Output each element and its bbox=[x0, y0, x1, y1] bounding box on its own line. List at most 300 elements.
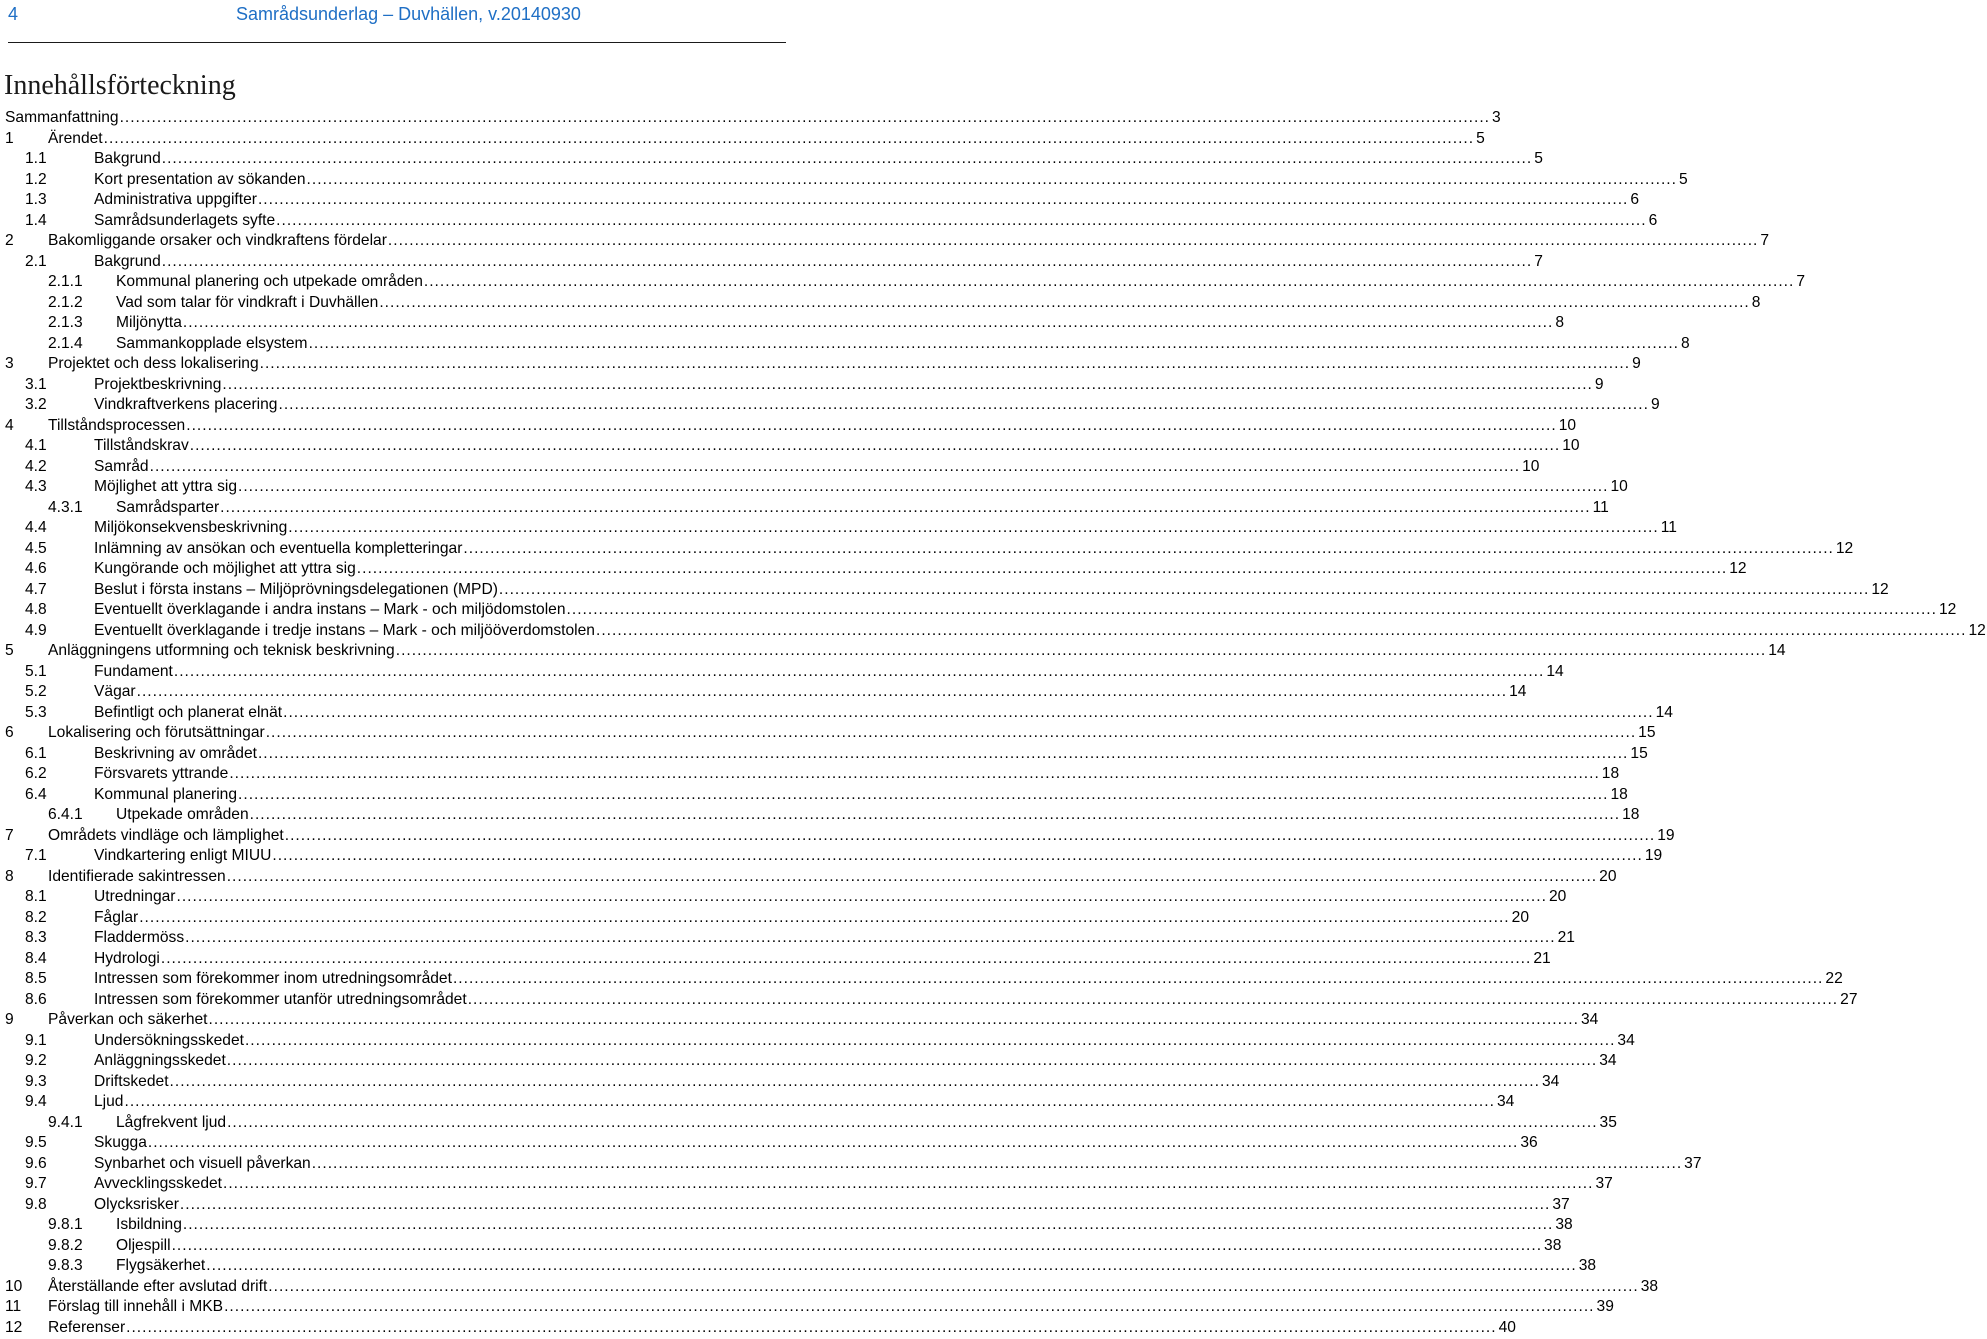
toc-entry[interactable] bbox=[0, 211, 1658, 232]
dot-leader: ................................................................................................................................................................................................................................................................. bbox=[259, 355, 1631, 372]
toc-entry-title: Vindkartering enligt MIUU bbox=[94, 846, 272, 867]
toc-entry-line bbox=[94, 949, 1551, 970]
toc-entry-page: 27 bbox=[1838, 990, 1858, 1011]
toc-entry-number: 2.1.2 bbox=[48, 293, 83, 311]
dot-leader: ................................................................................................................................................................................................................................................................. bbox=[423, 273, 1795, 290]
toc-entry[interactable] bbox=[0, 1113, 1617, 1134]
toc-entry-number: 3 bbox=[5, 355, 14, 372]
toc-entry-title: Vad som talar för vindkraft i Duvhällen bbox=[116, 293, 379, 314]
toc-entry-title: Tillståndsprocessen bbox=[48, 416, 186, 437]
toc-entry-title: Lokalisering och förutsättningar bbox=[48, 723, 266, 744]
toc-entry-line bbox=[94, 764, 1620, 785]
toc-entry-title: Projektbeskrivning bbox=[94, 375, 222, 396]
dot-leader: ................................................................................................................................................................................................................................................................. bbox=[124, 1093, 1495, 1110]
toc-entry[interactable] bbox=[0, 1092, 1515, 1113]
toc-entry[interactable] bbox=[0, 416, 1577, 437]
toc-entry-number: 9.4.1 bbox=[48, 1113, 83, 1131]
dot-leader: ................................................................................................................................................................................................................................................................. bbox=[227, 1113, 1598, 1131]
header-divider bbox=[8, 42, 786, 43]
toc-entry-page: 19 bbox=[1643, 846, 1663, 867]
dot-leader: ................................................................................................................................................................................................................................................................. bbox=[566, 601, 1937, 618]
toc-entry-number: 6.4.1 bbox=[48, 806, 83, 823]
toc-entry[interactable] bbox=[0, 846, 1663, 867]
toc-entry-line bbox=[5, 108, 1501, 129]
toc-entry-line bbox=[94, 211, 1658, 232]
toc-entry-number: 9.3 bbox=[25, 1072, 47, 1090]
toc-entry-number: 8.1 bbox=[25, 888, 47, 905]
toc-entry[interactable] bbox=[0, 1174, 1613, 1195]
toc-entry[interactable] bbox=[0, 559, 1747, 580]
toc-entry-page: 5 bbox=[1677, 170, 1689, 191]
toc-entry-title: Skugga bbox=[94, 1133, 148, 1154]
toc-entry-page: 10 bbox=[1560, 436, 1580, 457]
toc-entry-page: 8 bbox=[1679, 334, 1691, 355]
toc-entry-number: 4.7 bbox=[25, 580, 47, 598]
toc-entry-title: Miljökonsekvensbeskrivning bbox=[94, 518, 288, 539]
toc-entry-number: 6 bbox=[5, 724, 14, 741]
toc-entry-line bbox=[94, 375, 1604, 396]
toc-entry[interactable] bbox=[0, 395, 1660, 416]
toc-entry-page: 14 bbox=[1544, 662, 1564, 683]
toc-entry-number: 12 bbox=[5, 1318, 23, 1336]
toc-entry-line bbox=[94, 744, 1648, 765]
toc-entry[interactable] bbox=[0, 949, 1551, 970]
toc-entry-line bbox=[94, 436, 1580, 457]
toc-entry-page: 10 bbox=[1608, 477, 1628, 498]
toc-entry[interactable] bbox=[0, 477, 1628, 498]
toc-entry[interactable] bbox=[0, 108, 1501, 129]
dot-leader: ................................................................................................................................................................................................................................................................. bbox=[257, 191, 1629, 208]
toc-entry[interactable] bbox=[0, 1236, 1562, 1257]
toc-entry-line bbox=[94, 580, 1889, 601]
toc-entry[interactable] bbox=[0, 457, 1540, 478]
toc-entry[interactable] bbox=[0, 1318, 1516, 1339]
toc-entry-title: Vägar bbox=[94, 682, 137, 703]
dot-leader: ................................................................................................................................................................................................................................................................. bbox=[182, 314, 1554, 331]
toc-entry-page: 11 bbox=[1659, 518, 1678, 539]
toc-entry-line bbox=[94, 846, 1663, 867]
dot-leader: ................................................................................................................................................................................................................................................................. bbox=[308, 334, 1680, 352]
toc-entry-page: 9 bbox=[1649, 395, 1661, 416]
toc-entry-number: 8 bbox=[5, 867, 14, 885]
toc-entry-title: Intressen som förekommer inom utredningsområdet bbox=[94, 969, 453, 990]
dot-leader: ................................................................................................................................................................................................................................................................. bbox=[176, 888, 1547, 905]
toc-entry-title: Bakomliggande orsaker och vindkraftens fördelar bbox=[48, 231, 388, 252]
toc-entry-title: Referenser bbox=[48, 1318, 126, 1339]
toc-entry-title: Anläggningens utformning och teknisk beskrivning bbox=[48, 641, 396, 662]
toc-entry[interactable] bbox=[0, 682, 1527, 703]
toc-entry-line bbox=[48, 231, 1770, 252]
toc-entry[interactable] bbox=[0, 1195, 1570, 1216]
toc-entry-line bbox=[94, 1072, 1560, 1093]
toc-entry-title: Administrativa uppgifter bbox=[94, 190, 258, 211]
dot-leader: ................................................................................................................................................................................................................................................................. bbox=[173, 662, 1545, 680]
toc-entry[interactable] bbox=[0, 539, 1854, 560]
toc-entry-page: 34 bbox=[1615, 1031, 1635, 1052]
toc-entry-title: Påverkan och säkerhet bbox=[48, 1010, 209, 1031]
toc-entry-number: 1.2 bbox=[25, 170, 47, 188]
toc-entry[interactable] bbox=[0, 334, 1690, 355]
toc-entry-title: Sammankopplade elsystem bbox=[116, 334, 309, 355]
toc-entry[interactable] bbox=[0, 498, 1609, 519]
toc-entry-title: Ärendet bbox=[48, 129, 104, 150]
toc-entry-number: 7.1 bbox=[25, 847, 47, 864]
toc-entry-page: 34 bbox=[1540, 1072, 1560, 1093]
toc-entry-title: Projektet och dess lokalisering bbox=[48, 354, 260, 375]
toc-entry[interactable] bbox=[0, 600, 1957, 621]
toc-entry-line bbox=[48, 416, 1577, 437]
dot-leader: ................................................................................................................................................................................................................................................................. bbox=[139, 908, 1510, 926]
dot-leader: ................................................................................................................................................................................................................................................................. bbox=[257, 744, 1629, 762]
dot-leader: ................................................................................................................................................................................................................................................................. bbox=[395, 642, 1767, 659]
toc-entry[interactable] bbox=[0, 231, 1770, 252]
dot-leader: ................................................................................................................................................................................................................................................................. bbox=[189, 437, 1561, 454]
toc-entry-number: 9.5 bbox=[25, 1134, 47, 1151]
toc-entry-page: 34 bbox=[1579, 1010, 1599, 1031]
toc-entry[interactable] bbox=[0, 826, 1675, 847]
toc-entry-number: 2 bbox=[5, 232, 14, 249]
toc-entry[interactable] bbox=[0, 129, 1485, 150]
toc-entry-number: 7 bbox=[5, 826, 14, 844]
dot-leader: ................................................................................................................................................................................................................................................................. bbox=[103, 129, 1475, 147]
toc-entry[interactable] bbox=[0, 969, 1843, 990]
toc-entry-title: Identifierade sakintressen bbox=[48, 867, 227, 888]
toc-entry[interactable] bbox=[0, 662, 1564, 683]
toc-entry-number: 4.3.1 bbox=[48, 498, 83, 516]
document-title: Samrådsunderlag – Duvhällen, v.20140930 bbox=[236, 4, 581, 24]
toc-entry-line bbox=[94, 928, 1575, 949]
toc-entry-line bbox=[116, 334, 1690, 355]
dot-leader: ................................................................................................................................................................................................................................................................. bbox=[311, 1154, 1683, 1172]
toc-entry-number: 1.1 bbox=[25, 150, 47, 167]
toc-entry-page: 34 bbox=[1597, 1051, 1617, 1072]
toc-entry[interactable] bbox=[0, 723, 1656, 744]
toc-entry[interactable] bbox=[0, 1031, 1635, 1052]
toc-entry-number: 2.1 bbox=[25, 252, 47, 270]
dot-leader: ................................................................................................................................................................................................................................................................. bbox=[182, 1216, 1554, 1233]
toc-entry-number: 5.1 bbox=[25, 662, 47, 680]
toc-entry-page: 10 bbox=[1557, 416, 1577, 437]
dot-leader: ................................................................................................................................................................................................................................................................. bbox=[278, 396, 1649, 413]
dot-leader: ................................................................................................................................................................................................................................................................. bbox=[249, 806, 1621, 823]
toc-entry-page: 15 bbox=[1636, 723, 1656, 744]
toc-entry-page: 12 bbox=[1834, 539, 1854, 560]
toc-entry-line bbox=[116, 1256, 1597, 1277]
toc-entry-line bbox=[94, 170, 1688, 191]
dot-leader: ................................................................................................................................................................................................................................................................. bbox=[179, 1195, 1551, 1213]
toc-entry[interactable] bbox=[0, 354, 1641, 375]
toc-entry-number: 9 bbox=[5, 1011, 14, 1028]
toc-entry-page: 12 bbox=[1727, 559, 1747, 580]
toc-entry-title: Utredningar bbox=[94, 887, 176, 908]
toc-entry-number: 1.4 bbox=[25, 211, 47, 229]
toc-entry-page: 12 bbox=[1966, 621, 1986, 642]
toc-entry-line bbox=[94, 395, 1660, 416]
toc-entry-title: Områdets vindläge och lämplighet bbox=[48, 826, 285, 847]
toc-entry[interactable] bbox=[0, 641, 1786, 662]
toc-entry-line bbox=[94, 539, 1854, 560]
toc-entry[interactable] bbox=[0, 1256, 1597, 1277]
toc-entry[interactable] bbox=[0, 518, 1677, 539]
toc-entry-number: 4.3 bbox=[25, 478, 47, 495]
toc-entry-number: 6.2 bbox=[25, 765, 47, 782]
toc-entry-page: 22 bbox=[1823, 969, 1843, 990]
toc-entry-number: 3.1 bbox=[25, 375, 47, 393]
toc-entry-title: Fundament bbox=[94, 662, 174, 683]
toc-entry-number: 9.4 bbox=[25, 1093, 47, 1110]
dot-leader: ................................................................................................................................................................................................................................................................. bbox=[161, 150, 1533, 167]
toc-entry[interactable] bbox=[0, 785, 1628, 806]
toc-entry-page: 15 bbox=[1628, 744, 1648, 765]
toc-entry-title: Samråd bbox=[94, 457, 150, 478]
toc-entry-line bbox=[116, 313, 1565, 334]
toc-entry[interactable] bbox=[0, 375, 1604, 396]
toc-entry-page: 8 bbox=[1750, 293, 1762, 314]
toc-entry-page: 5 bbox=[1532, 149, 1544, 170]
toc-entry[interactable] bbox=[0, 867, 1617, 888]
toc-entry-line bbox=[116, 272, 1806, 293]
toc-entry-line bbox=[94, 990, 1858, 1011]
toc-entry[interactable] bbox=[0, 990, 1858, 1011]
toc-entry-line bbox=[94, 1195, 1570, 1216]
toc-entry-title: Avvecklingsskedet bbox=[94, 1174, 223, 1195]
dot-leader: ................................................................................................................................................................................................................................................................. bbox=[272, 847, 1643, 864]
toc-entry-title: Flygsäkerhet bbox=[116, 1256, 206, 1277]
toc-entry-page: 8 bbox=[1553, 313, 1565, 334]
toc-entry-page: 12 bbox=[1869, 580, 1889, 601]
toc-entry-line bbox=[94, 252, 1543, 273]
toc-entry-line bbox=[94, 1031, 1635, 1052]
dot-leader: ................................................................................................................................................................................................................................................................. bbox=[452, 970, 1824, 987]
toc-entry[interactable] bbox=[0, 170, 1688, 191]
toc-entry-number: 6.4 bbox=[25, 785, 47, 803]
toc-entry-number: 4.1 bbox=[25, 437, 47, 454]
toc-entry[interactable] bbox=[0, 293, 1761, 314]
toc-heading: Innehållsförteckning bbox=[4, 70, 236, 101]
toc-entry-number: 11 bbox=[5, 1298, 22, 1315]
toc-entry-page: 38 bbox=[1639, 1277, 1659, 1298]
dot-leader: ................................................................................................................................................................................................................................................................. bbox=[208, 1011, 1579, 1028]
toc-entry-title: Miljönytta bbox=[116, 313, 183, 334]
toc-entry[interactable] bbox=[0, 1297, 1614, 1318]
toc-entry[interactable] bbox=[0, 580, 1889, 601]
toc-entry-line bbox=[48, 1297, 1614, 1318]
toc-entry-line bbox=[116, 498, 1609, 519]
toc-entry-number: 8.3 bbox=[25, 929, 47, 946]
toc-entry-page: 20 bbox=[1597, 867, 1617, 888]
dot-leader: ................................................................................................................................................................................................................................................................. bbox=[244, 1031, 1616, 1049]
toc-entry-line bbox=[48, 723, 1656, 744]
toc-entry-line bbox=[94, 1174, 1613, 1195]
toc-entry-line bbox=[94, 621, 1986, 642]
toc-entry-line bbox=[94, 682, 1527, 703]
toc-entry-line bbox=[94, 1154, 1702, 1175]
toc-entry-line bbox=[48, 1277, 1659, 1298]
toc-entry-number: 8.5 bbox=[25, 970, 47, 987]
toc-entry-title: Befintligt och planerat elnät bbox=[94, 703, 283, 724]
toc-entry-page: 3 bbox=[1490, 108, 1502, 129]
toc-entry-page: 7 bbox=[1758, 231, 1770, 252]
toc-entry[interactable] bbox=[0, 1154, 1702, 1175]
toc-entry-title: Lågfrekvent ljud bbox=[116, 1113, 227, 1134]
toc-entry[interactable] bbox=[0, 1072, 1560, 1093]
toc-entry-line bbox=[116, 293, 1761, 314]
toc-entry-title: Beskrivning av området bbox=[94, 744, 258, 765]
toc-entry-title: Beslut i första instans – Miljöprövningsdelegationen (MPD) bbox=[94, 580, 499, 601]
dot-leader: ................................................................................................................................................................................................................................................................. bbox=[206, 1257, 1577, 1274]
dot-leader: ................................................................................................................................................................................................................................................................. bbox=[229, 765, 1600, 782]
dot-leader: ................................................................................................................................................................................................................................................................. bbox=[595, 621, 1967, 639]
toc-entry-title: Samrådsunderlagets syfte bbox=[94, 211, 276, 232]
dot-leader: ................................................................................................................................................................................................................................................................. bbox=[171, 1236, 1543, 1254]
toc-entry-number: 4.5 bbox=[25, 539, 47, 557]
toc-entry-number: 8.4 bbox=[25, 949, 47, 967]
toc-entry[interactable] bbox=[0, 887, 1567, 908]
toc-entry-number: 1 bbox=[5, 129, 14, 147]
toc-entry-page: 14 bbox=[1766, 641, 1786, 662]
dot-leader: ................................................................................................................................................................................................................................................................. bbox=[238, 785, 1609, 803]
toc-entry-line bbox=[94, 559, 1747, 580]
toc-entry-page: 37 bbox=[1593, 1174, 1613, 1195]
toc-entry[interactable] bbox=[0, 436, 1580, 457]
toc-entry-number: 4 bbox=[5, 416, 14, 434]
toc-entry-page: 40 bbox=[1497, 1318, 1517, 1339]
toc-entry-page: 39 bbox=[1595, 1297, 1615, 1318]
toc-entry-title: Förslag till innehåll i MKB bbox=[48, 1297, 224, 1318]
dot-leader: ................................................................................................................................................................................................................................................................. bbox=[147, 1134, 1519, 1151]
toc-entry[interactable] bbox=[0, 190, 1640, 211]
dot-leader: ................................................................................................................................................................................................................................................................. bbox=[223, 1175, 1594, 1192]
toc-entry-line bbox=[116, 1236, 1562, 1257]
toc-entry-title: Kommunal planering och utpekade områden bbox=[116, 272, 424, 293]
dot-leader: ................................................................................................................................................................................................................................................................. bbox=[149, 457, 1521, 475]
toc-entry[interactable] bbox=[0, 1051, 1617, 1072]
toc-entry[interactable] bbox=[0, 621, 1986, 642]
toc-entry-page: 6 bbox=[1647, 211, 1659, 232]
toc-entry-number: 2.1.4 bbox=[48, 334, 83, 352]
toc-entry-page: 35 bbox=[1598, 1113, 1618, 1134]
dot-leader: ................................................................................................................................................................................................................................................................. bbox=[136, 683, 1508, 700]
toc-entry[interactable] bbox=[0, 272, 1806, 293]
toc-entry[interactable] bbox=[0, 805, 1640, 826]
toc-entry-number: 4.6 bbox=[25, 560, 47, 577]
toc-entry-page: 34 bbox=[1495, 1092, 1515, 1113]
dot-leader: ................................................................................................................................................................................................................................................................. bbox=[288, 519, 1659, 536]
toc-entry-number: 2.1.3 bbox=[48, 314, 83, 331]
toc-entry-number: 4.4 bbox=[25, 519, 47, 536]
toc-entry-page: 14 bbox=[1507, 682, 1527, 703]
toc-entry-line bbox=[94, 457, 1540, 478]
toc-entry-line bbox=[94, 887, 1567, 908]
toc-entry-title: Eventuellt överklagande i tredje instans – Mark - och miljööverdomstolen bbox=[94, 621, 596, 642]
toc-entry[interactable] bbox=[0, 252, 1543, 273]
toc-entry-title: Anläggningsskedet bbox=[94, 1051, 227, 1072]
toc-entry-title: Intressen som förekommer utanför utredningsområdet bbox=[94, 990, 468, 1011]
toc-entry-line bbox=[94, 518, 1677, 539]
dot-leader: ................................................................................................................................................................................................................................................................. bbox=[126, 1318, 1497, 1336]
toc-entry-line bbox=[48, 867, 1617, 888]
toc-entry-page: 19 bbox=[1655, 826, 1675, 847]
dot-leader: ................................................................................................................................................................................................................................................................. bbox=[169, 1072, 1540, 1090]
toc-entry-title: Olycksrisker bbox=[94, 1195, 180, 1216]
dot-leader: ................................................................................................................................................................................................................................................................. bbox=[463, 539, 1834, 557]
toc-entry-line bbox=[116, 805, 1640, 826]
toc-entry-title: Driftskedet bbox=[94, 1072, 170, 1093]
toc-entry[interactable] bbox=[0, 1133, 1538, 1154]
toc-entry-number: 4.9 bbox=[25, 621, 47, 639]
toc-entry-line bbox=[94, 600, 1957, 621]
dot-leader: ................................................................................................................................................................................................................................................................. bbox=[356, 560, 1728, 577]
toc-entry-number: 5.3 bbox=[25, 703, 47, 721]
page-header bbox=[0, 0, 960, 44]
toc-entry-page: 7 bbox=[1794, 272, 1806, 293]
toc-entry-line bbox=[94, 703, 1673, 724]
dot-leader: ................................................................................................................................................................................................................................................................. bbox=[222, 375, 1593, 393]
dot-leader: ................................................................................................................................................................................................................................................................. bbox=[160, 949, 1532, 967]
toc-entry[interactable] bbox=[0, 928, 1575, 949]
dot-leader: ................................................................................................................................................................................................................................................................. bbox=[226, 1052, 1598, 1069]
toc-entry[interactable] bbox=[0, 703, 1673, 724]
toc-entry[interactable] bbox=[0, 764, 1620, 785]
toc-entry-page: 21 bbox=[1556, 928, 1576, 949]
toc-entry-number: 9.8 bbox=[25, 1195, 47, 1213]
toc-entry[interactable] bbox=[0, 744, 1648, 765]
dot-leader: ................................................................................................................................................................................................................................................................. bbox=[226, 867, 1598, 885]
toc-entry-page: 9 bbox=[1630, 354, 1642, 375]
dot-leader: ................................................................................................................................................................................................................................................................. bbox=[265, 724, 1637, 741]
toc-entry-line bbox=[48, 1318, 1516, 1339]
toc-entry-title: Försvarets yttrande bbox=[94, 764, 229, 785]
dot-leader: ................................................................................................................................................................................................................................................................. bbox=[220, 498, 1591, 516]
toc-entry[interactable] bbox=[0, 149, 1543, 170]
toc-entry-number: 9.2 bbox=[25, 1052, 47, 1069]
toc-entry[interactable] bbox=[0, 1010, 1599, 1031]
toc-entry-page: 20 bbox=[1510, 908, 1530, 929]
toc-entry-number: 8.2 bbox=[25, 908, 47, 926]
toc-entry-title: Undersökningsskedet bbox=[94, 1031, 245, 1052]
toc-entry[interactable] bbox=[0, 1215, 1573, 1236]
toc-entry-line bbox=[48, 1010, 1599, 1031]
toc-entry-title: Kort presentation av sökanden bbox=[94, 170, 307, 191]
toc-entry[interactable] bbox=[0, 908, 1530, 929]
toc-entry-line bbox=[48, 129, 1485, 150]
toc-entry-line bbox=[94, 1051, 1617, 1072]
toc-entry-line bbox=[94, 1092, 1515, 1113]
dot-leader: ................................................................................................................................................................................................................................................................. bbox=[268, 1277, 1639, 1295]
toc-entry-page: 38 bbox=[1553, 1215, 1573, 1236]
toc-entry-number: 3.2 bbox=[25, 396, 47, 413]
toc-entry-page: 12 bbox=[1937, 600, 1957, 621]
toc-entry-title: Inlämning av ansökan och eventuella kompletteringar bbox=[94, 539, 463, 560]
toc-entry-line bbox=[94, 190, 1640, 211]
toc-entry-page: 9 bbox=[1593, 375, 1605, 396]
toc-entry-number: 8.6 bbox=[25, 990, 47, 1008]
dot-leader: ................................................................................................................................................................................................................................................................. bbox=[276, 211, 1647, 229]
toc-entry-title: Hydrologi bbox=[94, 949, 161, 970]
toc-entry-page: 14 bbox=[1654, 703, 1674, 724]
toc-entry-line bbox=[94, 662, 1564, 683]
toc-entry-title: Ljud bbox=[94, 1092, 124, 1113]
toc-entry[interactable] bbox=[0, 1277, 1659, 1298]
toc-entry-page: 20 bbox=[1547, 887, 1567, 908]
toc-entry-title: Möjlighet att yttra sig bbox=[94, 477, 238, 498]
dot-leader: ................................................................................................................................................................................................................................................................. bbox=[185, 929, 1556, 946]
toc-entry[interactable] bbox=[0, 313, 1565, 334]
toc-entry-title: Tillståndskrav bbox=[94, 436, 190, 457]
toc-entry-title: Samrådsparter bbox=[116, 498, 220, 519]
toc-entry-number: 6.1 bbox=[25, 744, 47, 762]
toc-entry-title: Sammanfattning bbox=[5, 108, 120, 129]
